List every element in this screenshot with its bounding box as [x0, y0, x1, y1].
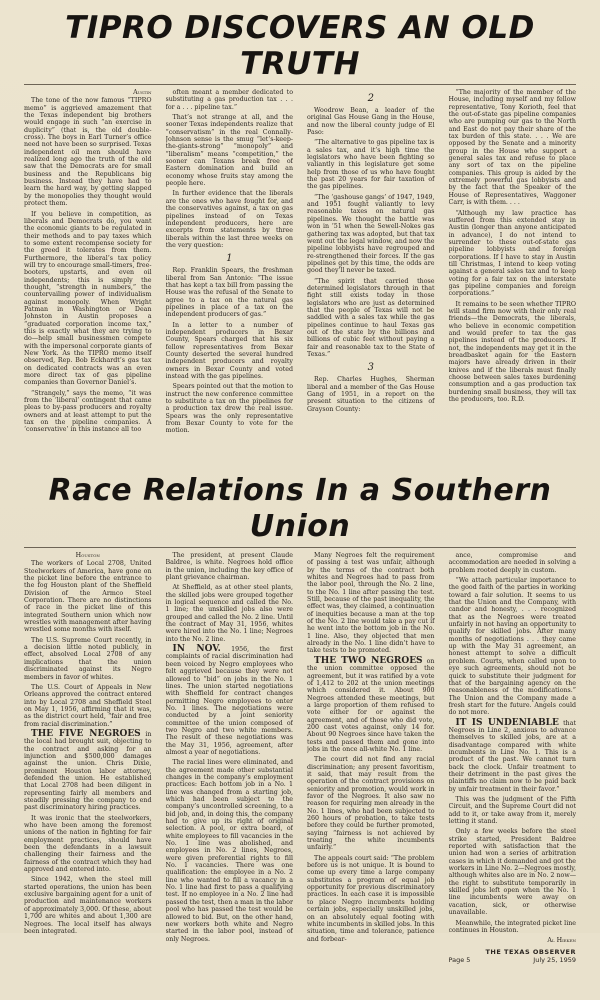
paragraph: Rep. Charles Hughes, Sherman liberal and a member of the Gas House Gang of 1951, in a report on the present situation to the citizens of Grayson County: [307, 376, 435, 413]
paragraph: In further evidence that the liberals are the ones who have fought for, and the conservatives against, a tax on gas pipelines instead of on Texas independent producers, here are excerpts from statements by three liberals within the last three weeks on the very question: [165, 190, 293, 249]
story1-column-4 [449, 89, 577, 451]
paragraph [166, 646, 294, 756]
story2-headline: Race Relations In a Southern Union [48, 473, 552, 544]
paragraph: ance, compromise and accommodation are needed in solving a problem rooted deeply in custom. [448, 552, 576, 574]
paragraph: “The ‘gashouse gangs’ of 1947, 1949, and 1951 fought valiantly to levy reasonable taxes on natural gas pipelines. We thought the battle was won in ’51 when the Sewell-Nokes gas gathering tax was adopted, but that tax went out the legal window, and now the pipeline lobbyists have regrouped and re-strengthened their forces. If the gas pipelines get by this time, the odds are good they’ll never be taxed. [307, 193, 435, 275]
paragraph-text: in the local had brought suit, objecting to the contract and asking for an injunction and $500,000 damages against the union. Chris Dixie, prominent Houston labor attorney, defended the union. He established that Local 2708 had been diligent in representing fairly all members and steadily pressing the company to end past discriminatory hiring practices. [24, 730, 152, 812]
section-cap: IN NOV. [172, 644, 221, 655]
paragraph: The U.S. Court of Appeals in New Orleans approved the contract entered into by Local 2708 and Sheffield Steel on May 1, 1956, affirming that it was, as the district court held, “fair and free from racial discrimination.” [24, 683, 152, 728]
page-number: Page 5 [448, 955, 471, 964]
section-number: 2 [367, 93, 374, 104]
paragraph: Many Negroes felt the requirement of passing a test was unfair, although by the terms of the contract both whites and Negroes had to pass from the labor pool, through the No. 2 line, to the No. 1 line after passing the test. Still, because of the past inequality, the effect was, they claimed, a continuation of inequities because a man at the top of the No. 2 line would take a pay cut if he went into the bottom job in the No. 1 line. Also, they objected that men already in the No. 1 line didn’t have to take tests to be promoted. [307, 552, 435, 655]
paragraph-text: 1956, the first complaints of racial discrimination had been voiced by Negro employees who felt aggrieved because they were not allowed to “bid” on jobs in the No. 1 lines. The union started negotiations with Sheffield for contract changes permitting Negro employees to enter No. 1 lines. The negotiations were conducted by a joint seniority committee of the union composed of two Negro and two white members. The result of these negotiations was the May 31, 1956, agreement, after almost a year of negotiations. [165, 646, 293, 756]
paragraph [24, 728, 152, 812]
dateline: Houston [75, 552, 100, 559]
section-cap: THE TWO NEGROES [314, 655, 423, 666]
story1-column-3 [307, 89, 435, 451]
story1-column-2 [166, 89, 294, 451]
paragraph-text: on the union committee opposed the agreement, but it was ratified by a vote of 1,412 to 202 at the union meetings which considered it. About 900 Negroes attended these meetings, but a large proportion of them refused to vote either for or against the agreement, and of those who did vote, 200 cast votes against, only 14 for. About 90 Negroes since have taken the tests and passed them and gone into jobs in the once all-white No. 1 line. [307, 657, 435, 753]
paragraph [448, 717, 577, 793]
paragraph: This was the judgment of the Fifth Circuit, and the Supreme Court did not add to it, or take away from it, merely letting it stand. [448, 796, 576, 826]
headline-rule [24, 84, 576, 85]
section-number: 3 [367, 362, 374, 374]
paragraph: If you believe in competition, as liberals and Democrats do, you want the economic giants to be regulated in their methods and to pay taxes which to some extent recompense society for the greed it tolerates from them. Furthermore, the liberal’s tax policy will try to encourage small-timers, free-booters, upstarts, and even oil independents; this is simply the thought, “strength in numbers,” the countervailing power of individualism against monopoly. When Wright Patman in Washington or Dean Johnston in Austin proposes a “graduated corporation income tax,” this is exactly what they are trying to do—help small businessmen compete with the impersonal corporate giants of New York. As the TIPRO memo itself observed, Rep. Bob Eckhardt’s gas tax on dedicated contracts was an even more direct tax of gas pipeline companies than Governor Daniel’s. [24, 210, 152, 387]
story1-column-1 [24, 89, 152, 451]
paragraph: The U.S. Supreme Court recently, in a decision little noted publicly, in effect, absolved Local 2708 of any implications that the union discriminated against its Negro members in favor of whites. [24, 636, 152, 681]
publication-name: THE TEXAS OBSERVER [485, 947, 576, 956]
paragraph: Woodrow Bean, a leader of the original Gas House Gang in the House, and now the liberal county judge of El Paso: [307, 107, 435, 137]
story1-body [24, 89, 576, 451]
paragraph: Since 1942, when the steel mill started operations, the union has been exclusive bargaining agent for a unit of production and maintenance workers of approximately 3,000. Of these, about 1,700 are whites and about 1,300 are Negroes. The local itself has always been integrated. [24, 876, 152, 935]
section-cap: IT IS UNDENIABLE [455, 717, 559, 728]
paragraph: The appeals court said: “The problem before us is not unique. It is bound to come up every time a large company substitutes a program of equal job opportunity for previous discriminatory practices. In each case it is impossible to place Negro incumbents holding certain jobs, especially unskilled jobs, on an absolutely equal footing with white incumbents in skilled jobs. In this situation, time and tolerance, patience and forbear- [307, 854, 435, 943]
dateline: Austin [133, 89, 152, 96]
paragraph: Meanwhile, the integrated picket line continues in Houston. [448, 919, 576, 934]
paragraph-text: that Negroes in Line 2, anxious to advance themselves to skilled jobs, are at a disadvantage compared with white incumbents in Line No. 1. This is a product of the past. We cannot turn back the clock. Unfair treatment to their detriment in the past gives the plaintiffs no claim now to be paid back by unfair treatment in their favor.” [448, 719, 576, 793]
section-number: 1 [226, 253, 233, 265]
paragraph: “The majority of the member of the House, including myself and my fellow representative, Tony Korioth, feel that the out-of-state gas pipeline companies who are pumping our gas to the North and East do not pay their share of the tax burden of this state. . . . We are opposed by the Senate and a minority group in the House who support a general sales tax and refuse to place any sort of tax on the pipeline companies. This group is aided by the extremely powerful gas lobbyists and by the fact that the Speaker of the House of Representatives, Waggoner Carr, is with them. . . . [448, 89, 576, 207]
headline-rule [24, 547, 576, 548]
paragraph: At Sheffield, as at other steel plants, the skilled jobs were grouped together in logical sequence and called the No. 1 line; the unskilled jobs also were grouped and called the No. 2 line. Until the contract of May 31, 1956, whites were hired into the No. 1 line; Negroes into the No. 2 line. [165, 584, 293, 643]
issue-date: July 25, 1959 [533, 955, 576, 964]
paragraph: The racial lines were eliminated, and the agreement made other substantial changes in the company’s employment practices: Each bottom job in a No. 1 line was changed from a starting job, which had been subject to the company’s uncontrolled screening, to a bid job, and, in doing this, the company had to give up its right of original selection. A pool, or extra board, of white employees to fill vacancies in the No. 1 line was abolished, and employees in No. 2 lines, Negroes, were given preferential rights to fill No. 1 vacancies. There was one qualification: the employee in a No. 2 line who wanted to fill a vacancy in a No. 1 line had first to pass a qualifying test. If no employee in a No. 2 line had passed the test, then a man in the labor pool who has passed the test would be allowed to bid. But, on the other hand, new workers both white and Negro started in the labor pool, instead of only Negroes. [165, 759, 293, 943]
paragraph: “Strangely,” says the memo, “it was from the ‘liberal’ contingent that came pleas to by-pass producers and royalty owners and at least attempt to put the tax on the pipeline companies. A ‘conservative’ in this instance all too [24, 389, 152, 434]
paragraph: Rep. Franklin Spears, the freshman liberal from San Antonio: “The issue that has kept a tax bill from passing the House was the refusal of the Senate to agree to a tax on the natural gas pipelines in place of a tax on the independent producers of gas.” [165, 267, 293, 319]
paragraph: Only a few weeks before the steel strike started, President Baldree reported with satisfaction that the union had won a series of arbitration cases in which it demanded and got the workers in Line No. 2—Negroes mostly, although whites also are in No. 2 now—the right to substitute temporarily in skilled jobs left open when the No. 1 line incumbents were away on vacation, sick, or otherwise unavailable. [448, 828, 576, 917]
paragraph: That’s not strange at all, and the sooner Texas independents realize that “conservatism” in the real Connally-Johnson sense is the smug “let’s-keep-the-giants-strong” “monopoly” and “liberalism” means “competition,” the sooner can Texans break free of Eastern domination and build an economy whose fruits stay among the people here. [165, 114, 293, 188]
paragraph: It was ironic that the steelworkers, who have been among the foremost unions of the nation in fighting for fair employment practices, should have been the defendants in a lawsuit challenging their fairness and the fairness of the contract which they had approved and entered into. [24, 814, 152, 874]
paragraph: “The alternative to gas pipeline tax is a sales tax, and it’s high time the legislators who have been fighting so valiantly in this legislature get some help from those of us who have fought the past 20 years for fair taxation of the gas pipelines. [307, 139, 435, 191]
paragraph: In a letter to a number of independent producers in Bexar County, Spears charged that his six fellow representatives from Bexar County deserted the several hundred independent producers and royalty owners in Bexar County and voted instead with the gas pipelines. [165, 321, 293, 381]
paragraph: “We attach particular importance to the good faith of the parties in working toward a fair solution. It seems to us that the Union and the Company, with candor and honesty, . . . recognized that as the Negroes were treated unfairly in not having an opportunity to qualify for skilled jobs. After many months of negotiations . . . they came up with the May 31 agreement, an honest attempt to solve a difficult problem. Courts, when called upon to eye such agreements, should not be quick to substitute their judgment for that of the bargaining agency on the reasonableness of the modifications.” The Union and the Company made a fresh start for the future. Angels could do not more. [448, 577, 576, 717]
paragraph: The tone of the now famous “TIPRO memo” is aggrieved amazement that the Texas independent big brothers would engage in such “an exercise in duplicity” (that is, the old double-cross). The boys in Earl Turner’s office need not have been so surprised. Texas independent oil men should have realized long ago the truth of the old saw that the Democrats are for small business and the Republicans big business. Instead they have had to learn the hard way, by getting slapped by the monopolies they thought would protect them. [24, 97, 152, 208]
paragraph: The court did not find any racial discrimination; any present favoritism, it said, that may result from the operation of the contract provisions on seniority and promotion, would work in favor of the Negroes. It also saw no reason for requiring men already in the No. 1 lines, who had been subjected to 260 hours of probation, to take tests before they could be further promoted, saying “fairness is not achieved by treating the white incumbents unfairly.” [307, 756, 435, 852]
paragraph: The workers of Local 2708, United Steelworkers of America, have gone on the picket line before the entrance to the fog Houston plant of the Sheffield Division of the Armco Steel Corporation. There are no distinctions of race in the picket line of this integrated Southern union which now wrestles with management after having wrestled some months with itself. [24, 560, 152, 634]
paragraph: “Although my law practice has suffered from this extended stay in Austin (longer than anyone anticipated in advance), I do not intend to surrender to these out-of-state gas pipeline lobbyists and foreign corporations. If I have to stay in Austin till Christmas, I intend to keep voting against a general sales tax and to keep voting for a fair tax on the interstate gas pipeline companies and foreign corporations.” [448, 209, 576, 298]
paragraph: It remains to be seen whether TIPRO will stand firm now with their only real friends—the Democrats, the liberals, who believe in economic competition and would prefer to tax the gas pipelines instead of the producers. If not, the independents may get it in the breadbasket again for the Eastern majors have already driven in their knives and if the liberals must finally choose between sales taxes burdening consumption and a gas production tax burdening small business, they will tax the producers, too. R.D. [448, 300, 576, 404]
paragraph: Spears pointed out that the motion to instruct the new conference committee to substitute a tax on the pipelines for a production tax drew the real issue. Spears was the only representative from Bexar County to vote for the motion. [165, 383, 293, 435]
story1-headline: TIPRO DISCOVERS AN OLD TRUTH [65, 10, 535, 82]
paragraph: often meant a member dedicated to substituting a gas production tax . . . for a . . . pipeline tax.” [165, 89, 293, 111]
section-cap: THE FIVE NEGROES [31, 728, 141, 739]
author-signoff: Al Hieken [547, 937, 576, 945]
paragraph: The president, at present Claude Baldree, is white. Negroes hold office in the union, including the key office of plant grievance chairman. [165, 552, 293, 582]
paragraph: “The spirit that carried those determined legislators through in that fight still exists today in those legislators who are just as determined that the people of Texas will not be saddled with a sales tax while the gas pipelines continue to haul Texas gas out of the state by the billions and billions of cubic feet without paying a fair and reasonable tax to the State of Texas.” [307, 277, 435, 358]
page-footer [449, 948, 577, 964]
paragraph [307, 655, 435, 753]
